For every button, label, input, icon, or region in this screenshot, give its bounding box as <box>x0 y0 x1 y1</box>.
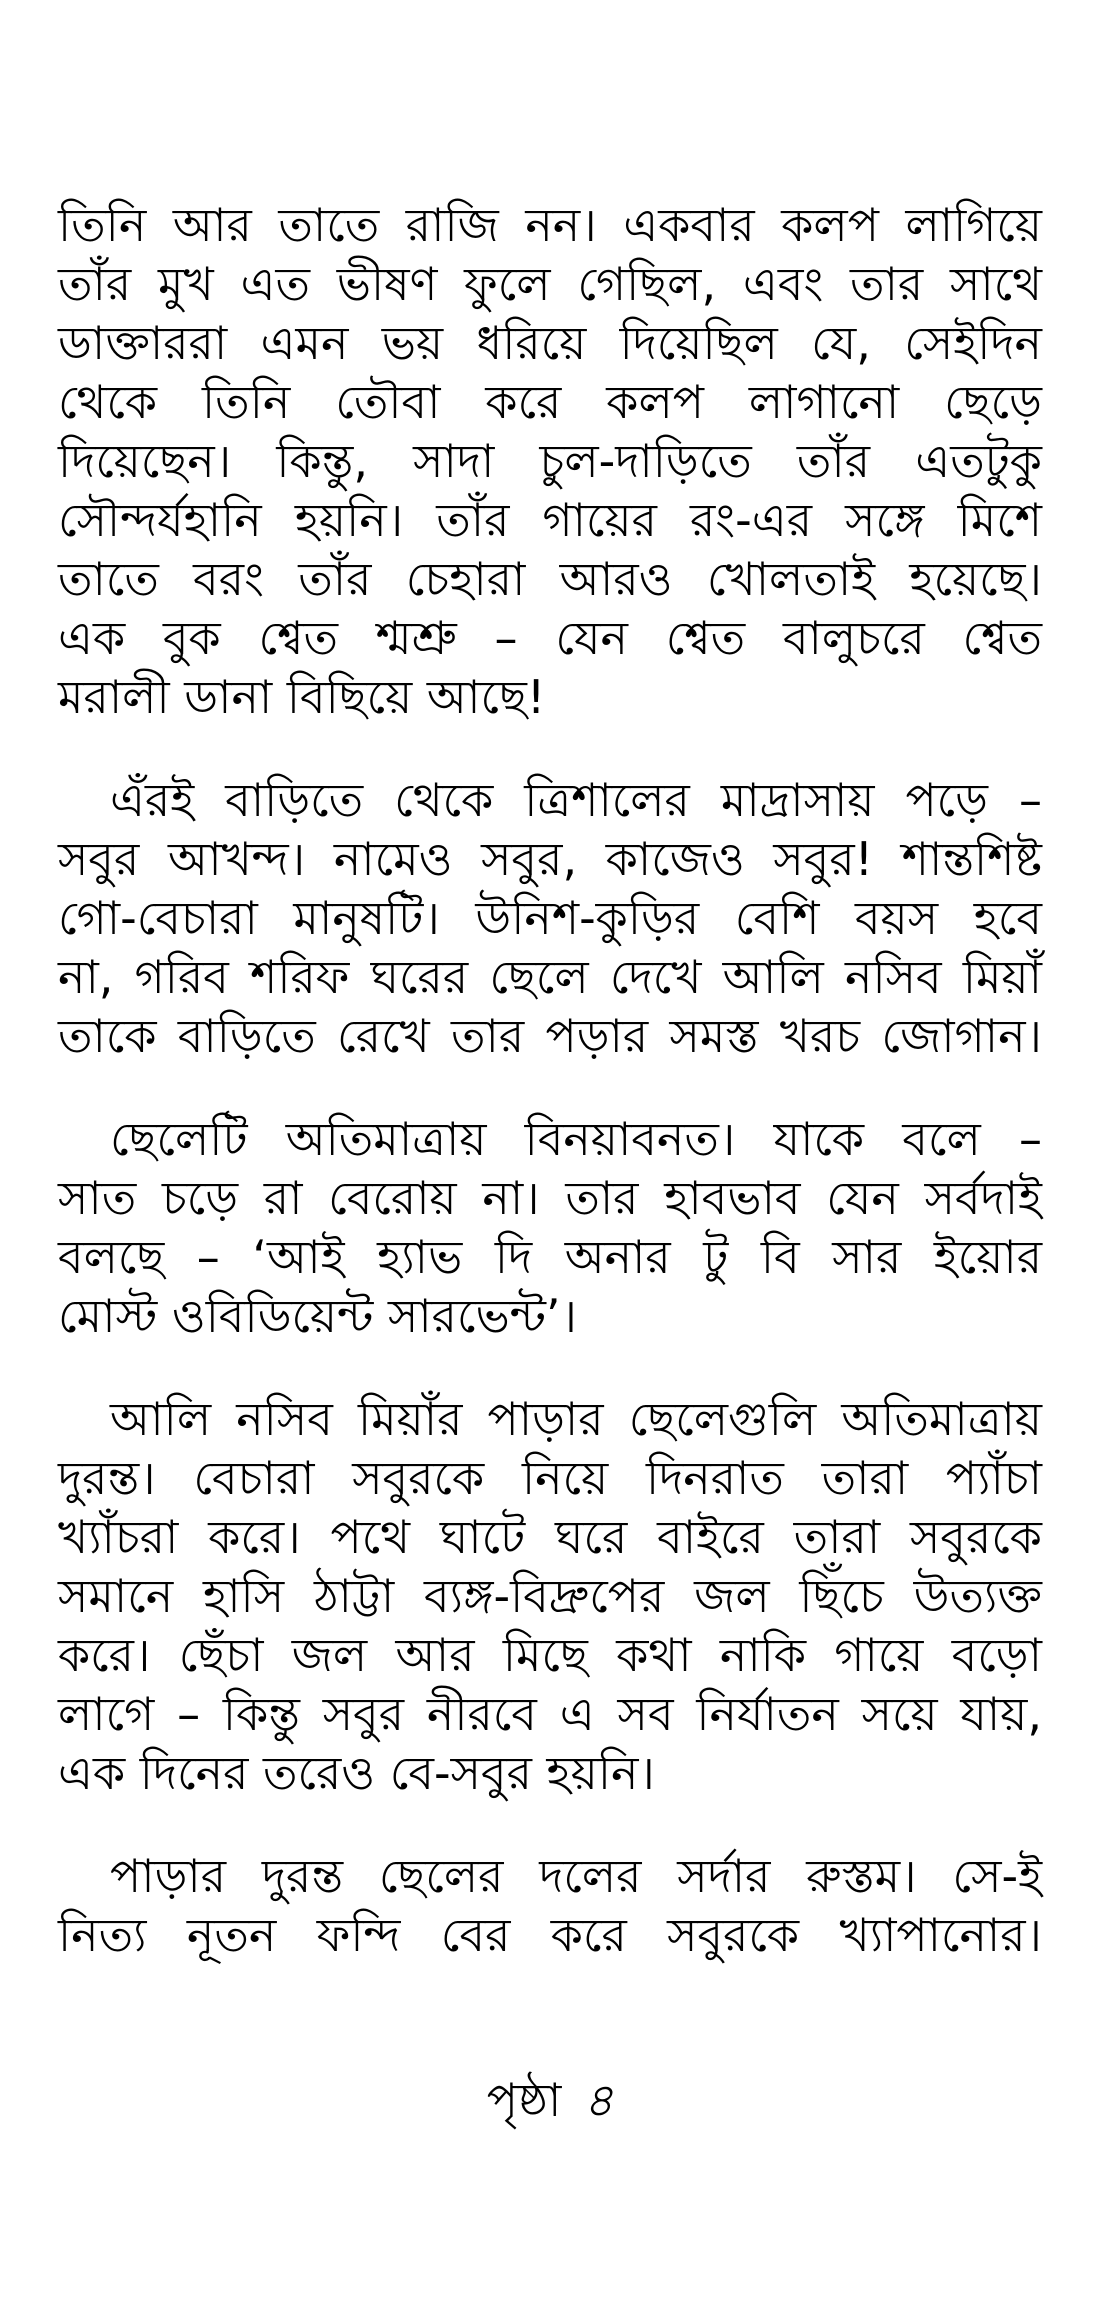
text-line: লাগে – কিন্তু সবুর নীরবে এ সব নির্যাতন সয়ে যায়, <box>58 1687 1042 1741</box>
text-line: সমানে হাসি ঠাট্টা ব্যঙ্গ-বিদ্রুপের জল ছিঁচে উত্যক্ত <box>58 1569 1042 1623</box>
paragraph-2 <box>58 771 1042 1066</box>
text-line: না, গরিব শরিফ ঘরের ছেলে দেখে আলি নসিব মিয়াঁ <box>58 950 1042 1004</box>
text-line: তিনি আর তাতে রাজি নন। একবার কলপ লাগিয়ে <box>58 198 1042 252</box>
page-body <box>58 196 1042 2096</box>
text-line: ছেলেটি অতিমাত্রায় বিনয়াবনত। যাকে বলে – <box>110 1112 1042 1166</box>
page-number: ৪ <box>583 2073 614 2127</box>
paragraph-1 <box>58 196 1042 727</box>
text-line: আলি নসিব মিয়াঁর পাড়ার ছেলেগুলি অতিমাত্রায় <box>110 1392 1042 1446</box>
text-line: তাঁর মুখ এত ভীষণ ফুলে গেছিল, এবং তার সাথে <box>58 257 1042 311</box>
text-line: পাড়ার দুরন্ত ছেলের দলের সর্দার রুস্তম। সে-ই <box>110 1849 1042 1903</box>
text-line: ডাক্তাররা এমন ভয় ধরিয়ে দিয়েছিল যে, সেইদিন <box>58 316 1042 370</box>
text-line: সবুর আখন্দ। নামেও সবুর, কাজেও সবুর! শান্তশিষ্ট <box>58 832 1042 886</box>
paragraph-5 <box>58 1847 1042 1965</box>
text-line: খ্যাঁচরা করে। পথে ঘাটে ঘরে বাইরে তারা সবুরকে <box>58 1510 1042 1564</box>
text-line: গো-বেচারা মানুষটি। উনিশ-কুড়ির বেশি বয়স হবে <box>58 891 1042 945</box>
text-line: থেকে তিনি তৌবা করে কলপ লাগানো ছেড়ে <box>58 375 1042 429</box>
text-line: সাত চড়ে রা বেরোয় না। তার হাবভাব যেন সর্বদাই <box>58 1171 1042 1225</box>
text-line: বলছে – ‘আই হ্যাভ দি অনার টু বি সার ইয়োর <box>58 1230 1042 1284</box>
text-line: তাকে বাড়িতে রেখে তার পড়ার সমস্ত খরচ জোগান। <box>58 1009 1042 1063</box>
text-line: সৌন্দর্যহানি হয়নি। তাঁর গায়ের রং-এর সঙ্গে মিশে <box>58 493 1042 547</box>
page-label: পৃষ্ঠা <box>486 2073 562 2127</box>
page-number-footer <box>0 2070 1100 2130</box>
text-line: করে। ছেঁচা জল আর মিছে কথা নাকি গায়ে বড়ো <box>58 1628 1042 1682</box>
text-line: এক দিনের তরেও বে-সবুর হয়নি। <box>58 1746 655 1800</box>
text-line: মোস্ট ওবিডিয়েন্ট সারভেন্ট’। <box>58 1289 578 1343</box>
paragraph-4 <box>58 1390 1042 1803</box>
text-line: নিত্য নূতন ফন্দি বের করে সবুরকে খ্যাপানোর। <box>58 1908 1042 1962</box>
text-line: তাতে বরং তাঁর চেহারা আরও খোলতাই হয়েছে। <box>58 552 1042 606</box>
text-line: এক বুক শ্বেত শ্মশ্রু – যেন শ্বেত বালুচরে শ্বেত <box>58 611 1042 665</box>
text-line: দিয়েছেন। কিন্তু, সাদা চুল-দাড়িতে তাঁর এতটুকু <box>58 434 1042 488</box>
text-line: দুরন্ত। বেচারা সবুরকে নিয়ে দিনরাত তারা প্যাঁচা <box>58 1451 1042 1505</box>
paragraph-3 <box>58 1110 1042 1346</box>
text-line: মরালী ডানা বিছিয়ে আছে! <box>58 670 546 724</box>
text-line: এঁরই বাড়িতে থেকে ত্রিশালের মাদ্রাসায় পড়ে – <box>110 773 1042 827</box>
